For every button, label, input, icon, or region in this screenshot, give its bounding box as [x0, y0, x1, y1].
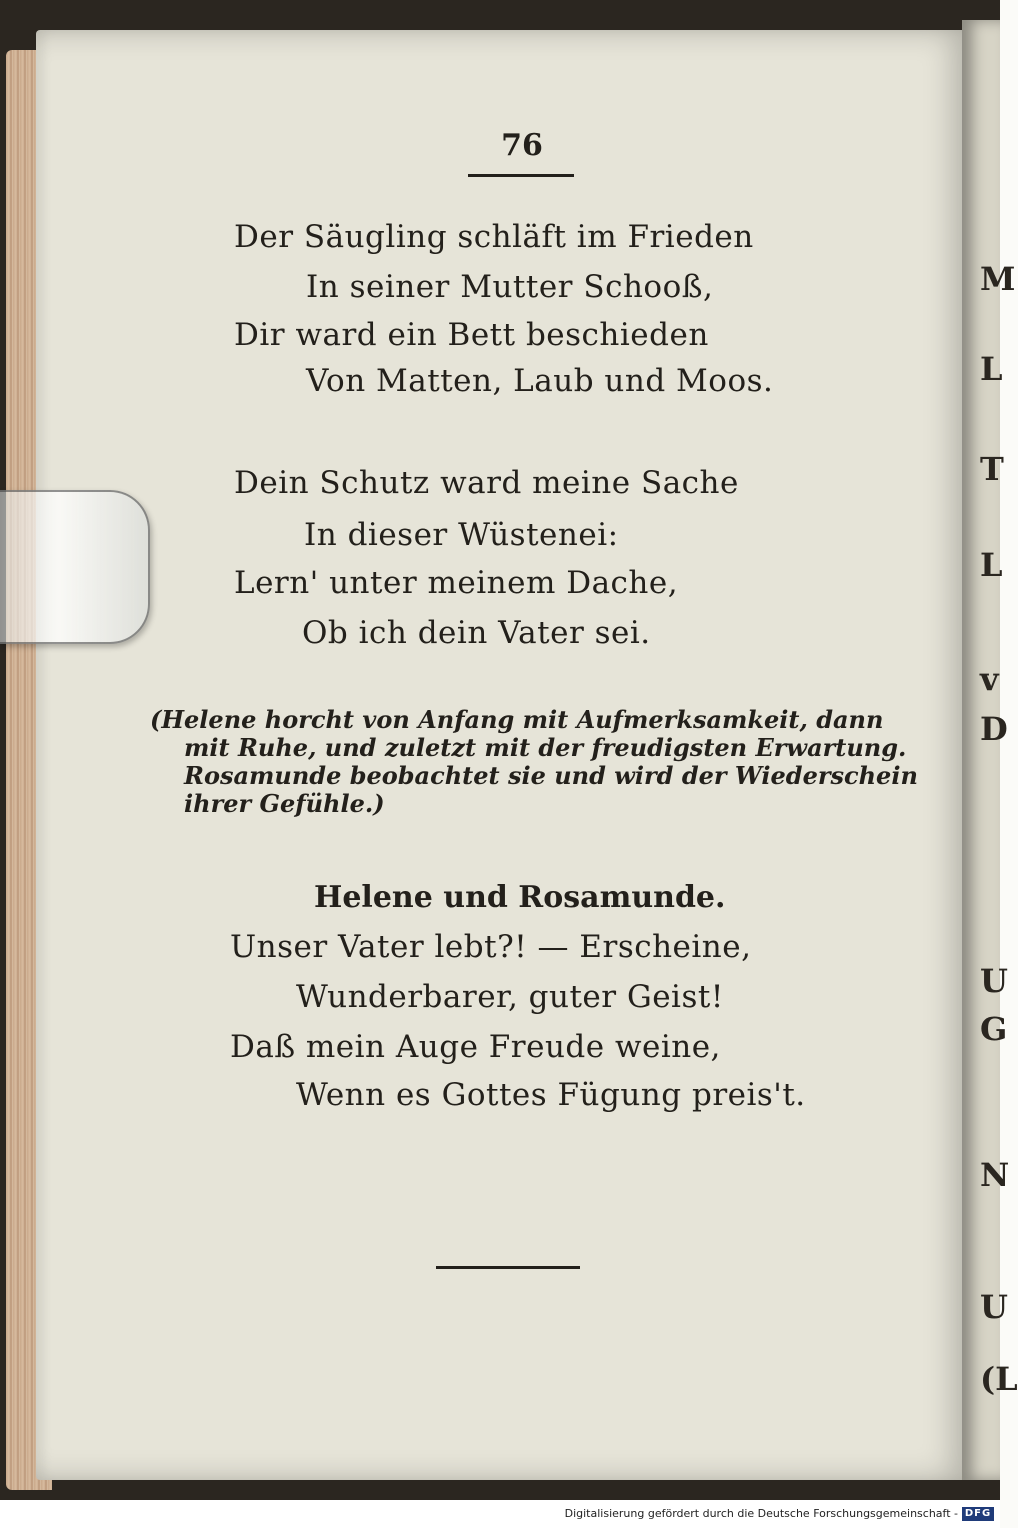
adjacent-page-fragment: (L — [980, 1360, 1018, 1398]
verse-line: Wenn es Gottes Fügung preis't. — [296, 1077, 806, 1113]
verse-line: Lern' unter meinem Dache, — [234, 565, 679, 601]
stage-direction-line: Rosamunde beobachtet sie und wird der Wiederschein — [184, 761, 918, 790]
adjacent-page-fragment: U — [980, 1288, 1008, 1326]
closing-rule — [436, 1266, 580, 1269]
verse-line: In dieser Wüstenei: — [304, 517, 619, 553]
stage-direction-line: ihrer Gefühle.) — [184, 789, 385, 818]
adjacent-page-fragment: M — [980, 260, 1016, 298]
verse-line: Dein Schutz ward meine Sache — [234, 465, 739, 501]
adjacent-page-fragment: G — [980, 1010, 1008, 1048]
adjacent-page-fragment: D — [980, 710, 1008, 748]
adjacent-page-fragment: U — [980, 962, 1008, 1000]
verse-line: Daß mein Auge Freude weine, — [230, 1029, 721, 1065]
footer-credit: Digitalisierung gefördert durch die Deutsche Forschungsgemeinschaft - — [564, 1507, 958, 1520]
page-number: 76 — [501, 128, 543, 163]
stage-direction — [150, 705, 918, 818]
stage-direction-line: mit Ruhe, und zuletzt mit der freudigsten Erwartung. — [184, 733, 907, 762]
verse-line: Der Säugling schläft im Frieden — [234, 219, 754, 255]
verse-line: In seiner Mutter Schooß, — [306, 269, 714, 305]
adjacent-page-fragment: L — [980, 546, 1003, 584]
header-rule — [468, 174, 574, 177]
stage-direction-line: (Helene horcht von Anfang mit Aufmerksamkeit, dann — [150, 705, 884, 734]
adjacent-page-fragment: v — [980, 660, 999, 698]
adjacent-page-fragment: T — [980, 450, 1004, 488]
verse-line: Dir ward ein Bett beschieden — [234, 317, 709, 353]
verse-line: Von Matten, Laub und Moos. — [306, 363, 774, 399]
adjacent-page-fragment: L — [980, 350, 1003, 388]
verse-line: Unser Vater lebt?! — Erscheine, — [230, 929, 752, 965]
speaker-heading: Helene und Rosamunde. — [314, 880, 726, 915]
dfg-logo: DFG — [962, 1507, 994, 1521]
verse-line: Wunderbarer, guter Geist! — [296, 979, 724, 1015]
verse-line: Ob ich dein Vater sei. — [302, 615, 651, 651]
adjacent-page-fragment: N — [980, 1156, 1010, 1194]
digitization-footer — [0, 1500, 1000, 1528]
